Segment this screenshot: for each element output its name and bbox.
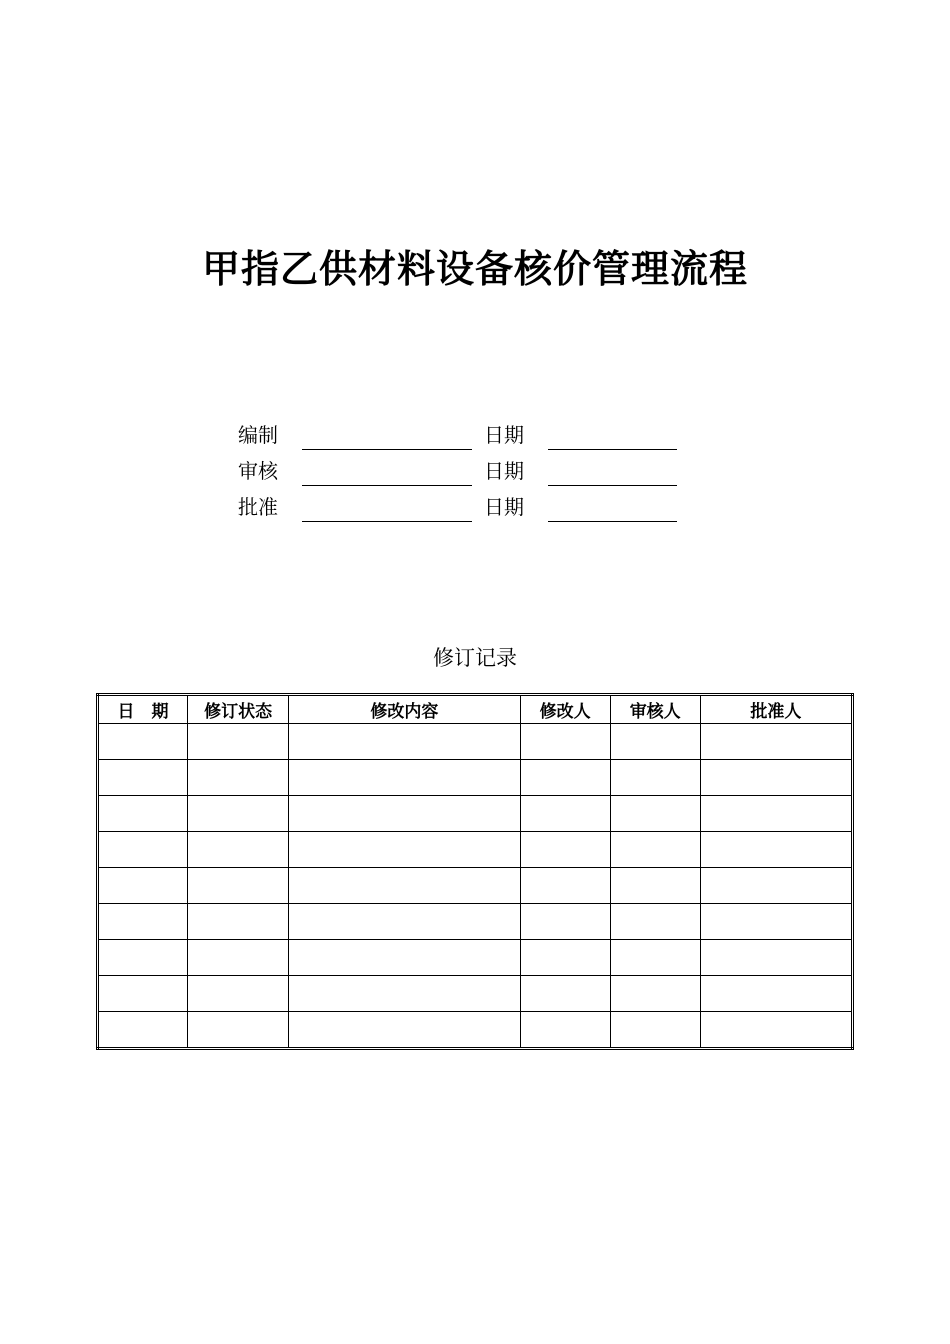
table-row xyxy=(98,940,853,976)
table-cell[interactable] xyxy=(520,1012,610,1049)
table-cell[interactable] xyxy=(188,976,289,1012)
table-cell[interactable] xyxy=(610,1012,700,1049)
table-cell[interactable] xyxy=(700,760,852,796)
prepared-date-line[interactable] xyxy=(548,418,677,450)
table-cell[interactable] xyxy=(98,724,188,760)
table-row xyxy=(98,976,853,1012)
column-header-modifier: 修改人 xyxy=(520,695,610,724)
reviewed-date-label: 日期 xyxy=(484,459,524,483)
table-cell[interactable] xyxy=(610,796,700,832)
table-cell[interactable] xyxy=(700,832,852,868)
signoff-row-reviewed xyxy=(238,450,677,486)
table-body xyxy=(98,724,853,1049)
table-row xyxy=(98,724,853,760)
table-cell[interactable] xyxy=(188,760,289,796)
table-cell[interactable] xyxy=(700,940,852,976)
table-cell[interactable] xyxy=(610,724,700,760)
table-cell[interactable] xyxy=(520,832,610,868)
approved-date-line[interactable] xyxy=(548,490,677,522)
reviewed-label: 审核 xyxy=(238,459,278,483)
reviewed-signature-line[interactable] xyxy=(302,454,472,486)
approved-label: 批准 xyxy=(238,495,278,519)
revision-record-table xyxy=(96,693,854,1050)
document-title: 甲指乙供材料设备核价管理流程 xyxy=(201,246,748,291)
table-cell[interactable] xyxy=(520,796,610,832)
table-cell[interactable] xyxy=(610,832,700,868)
prepared-signature-line[interactable] xyxy=(302,418,472,450)
column-header-change-content: 修改内容 xyxy=(289,695,520,724)
table-cell[interactable] xyxy=(98,940,188,976)
table-cell[interactable] xyxy=(520,976,610,1012)
table-cell[interactable] xyxy=(700,904,852,940)
prepared-label: 编制 xyxy=(238,423,278,447)
table-cell[interactable] xyxy=(188,940,289,976)
approved-date-label: 日期 xyxy=(484,495,524,519)
column-header-revision-status: 修订状态 xyxy=(188,695,289,724)
table-cell[interactable] xyxy=(98,976,188,1012)
table-cell[interactable] xyxy=(700,724,852,760)
table-header-row xyxy=(98,695,853,724)
signoff-block xyxy=(238,414,677,522)
revision-record-title: 修订记录 xyxy=(433,646,517,670)
table-cell[interactable] xyxy=(520,904,610,940)
column-header-date: 日 期 xyxy=(98,695,188,724)
table-cell[interactable] xyxy=(98,796,188,832)
column-header-approver: 批准人 xyxy=(700,695,852,724)
table-cell[interactable] xyxy=(289,868,520,904)
table-cell[interactable] xyxy=(520,940,610,976)
table-row xyxy=(98,832,853,868)
table-cell[interactable] xyxy=(188,1012,289,1049)
table-cell[interactable] xyxy=(610,976,700,1012)
table-cell[interactable] xyxy=(700,796,852,832)
table-cell[interactable] xyxy=(188,904,289,940)
table-cell[interactable] xyxy=(289,796,520,832)
approved-signature-line[interactable] xyxy=(302,490,472,522)
table-cell[interactable] xyxy=(520,724,610,760)
table-cell[interactable] xyxy=(700,1012,852,1049)
table-cell[interactable] xyxy=(98,868,188,904)
table-row xyxy=(98,868,853,904)
table-cell[interactable] xyxy=(98,760,188,796)
table-cell[interactable] xyxy=(289,904,520,940)
column-header-reviewer: 审核人 xyxy=(610,695,700,724)
table-cell[interactable] xyxy=(289,940,520,976)
signoff-row-approved xyxy=(238,486,677,522)
table-cell[interactable] xyxy=(188,724,289,760)
reviewed-date-line[interactable] xyxy=(548,454,677,486)
table-cell[interactable] xyxy=(188,868,289,904)
table-cell[interactable] xyxy=(610,760,700,796)
table-cell[interactable] xyxy=(289,760,520,796)
table-row xyxy=(98,1012,853,1049)
prepared-date-label: 日期 xyxy=(484,423,524,447)
table-cell[interactable] xyxy=(610,940,700,976)
table-row xyxy=(98,760,853,796)
table-cell[interactable] xyxy=(289,724,520,760)
table-cell[interactable] xyxy=(520,760,610,796)
table-cell[interactable] xyxy=(98,904,188,940)
table-cell[interactable] xyxy=(98,1012,188,1049)
table-cell[interactable] xyxy=(188,832,289,868)
table-cell[interactable] xyxy=(610,868,700,904)
table-cell[interactable] xyxy=(289,976,520,1012)
table-cell[interactable] xyxy=(700,976,852,1012)
table-cell[interactable] xyxy=(188,796,289,832)
table-cell[interactable] xyxy=(98,832,188,868)
table-cell[interactable] xyxy=(610,904,700,940)
table-row xyxy=(98,904,853,940)
table-row xyxy=(98,796,853,832)
table-cell[interactable] xyxy=(289,832,520,868)
table-cell[interactable] xyxy=(289,1012,520,1049)
table-cell[interactable] xyxy=(520,868,610,904)
table-cell[interactable] xyxy=(700,868,852,904)
signoff-row-prepared xyxy=(238,414,677,450)
